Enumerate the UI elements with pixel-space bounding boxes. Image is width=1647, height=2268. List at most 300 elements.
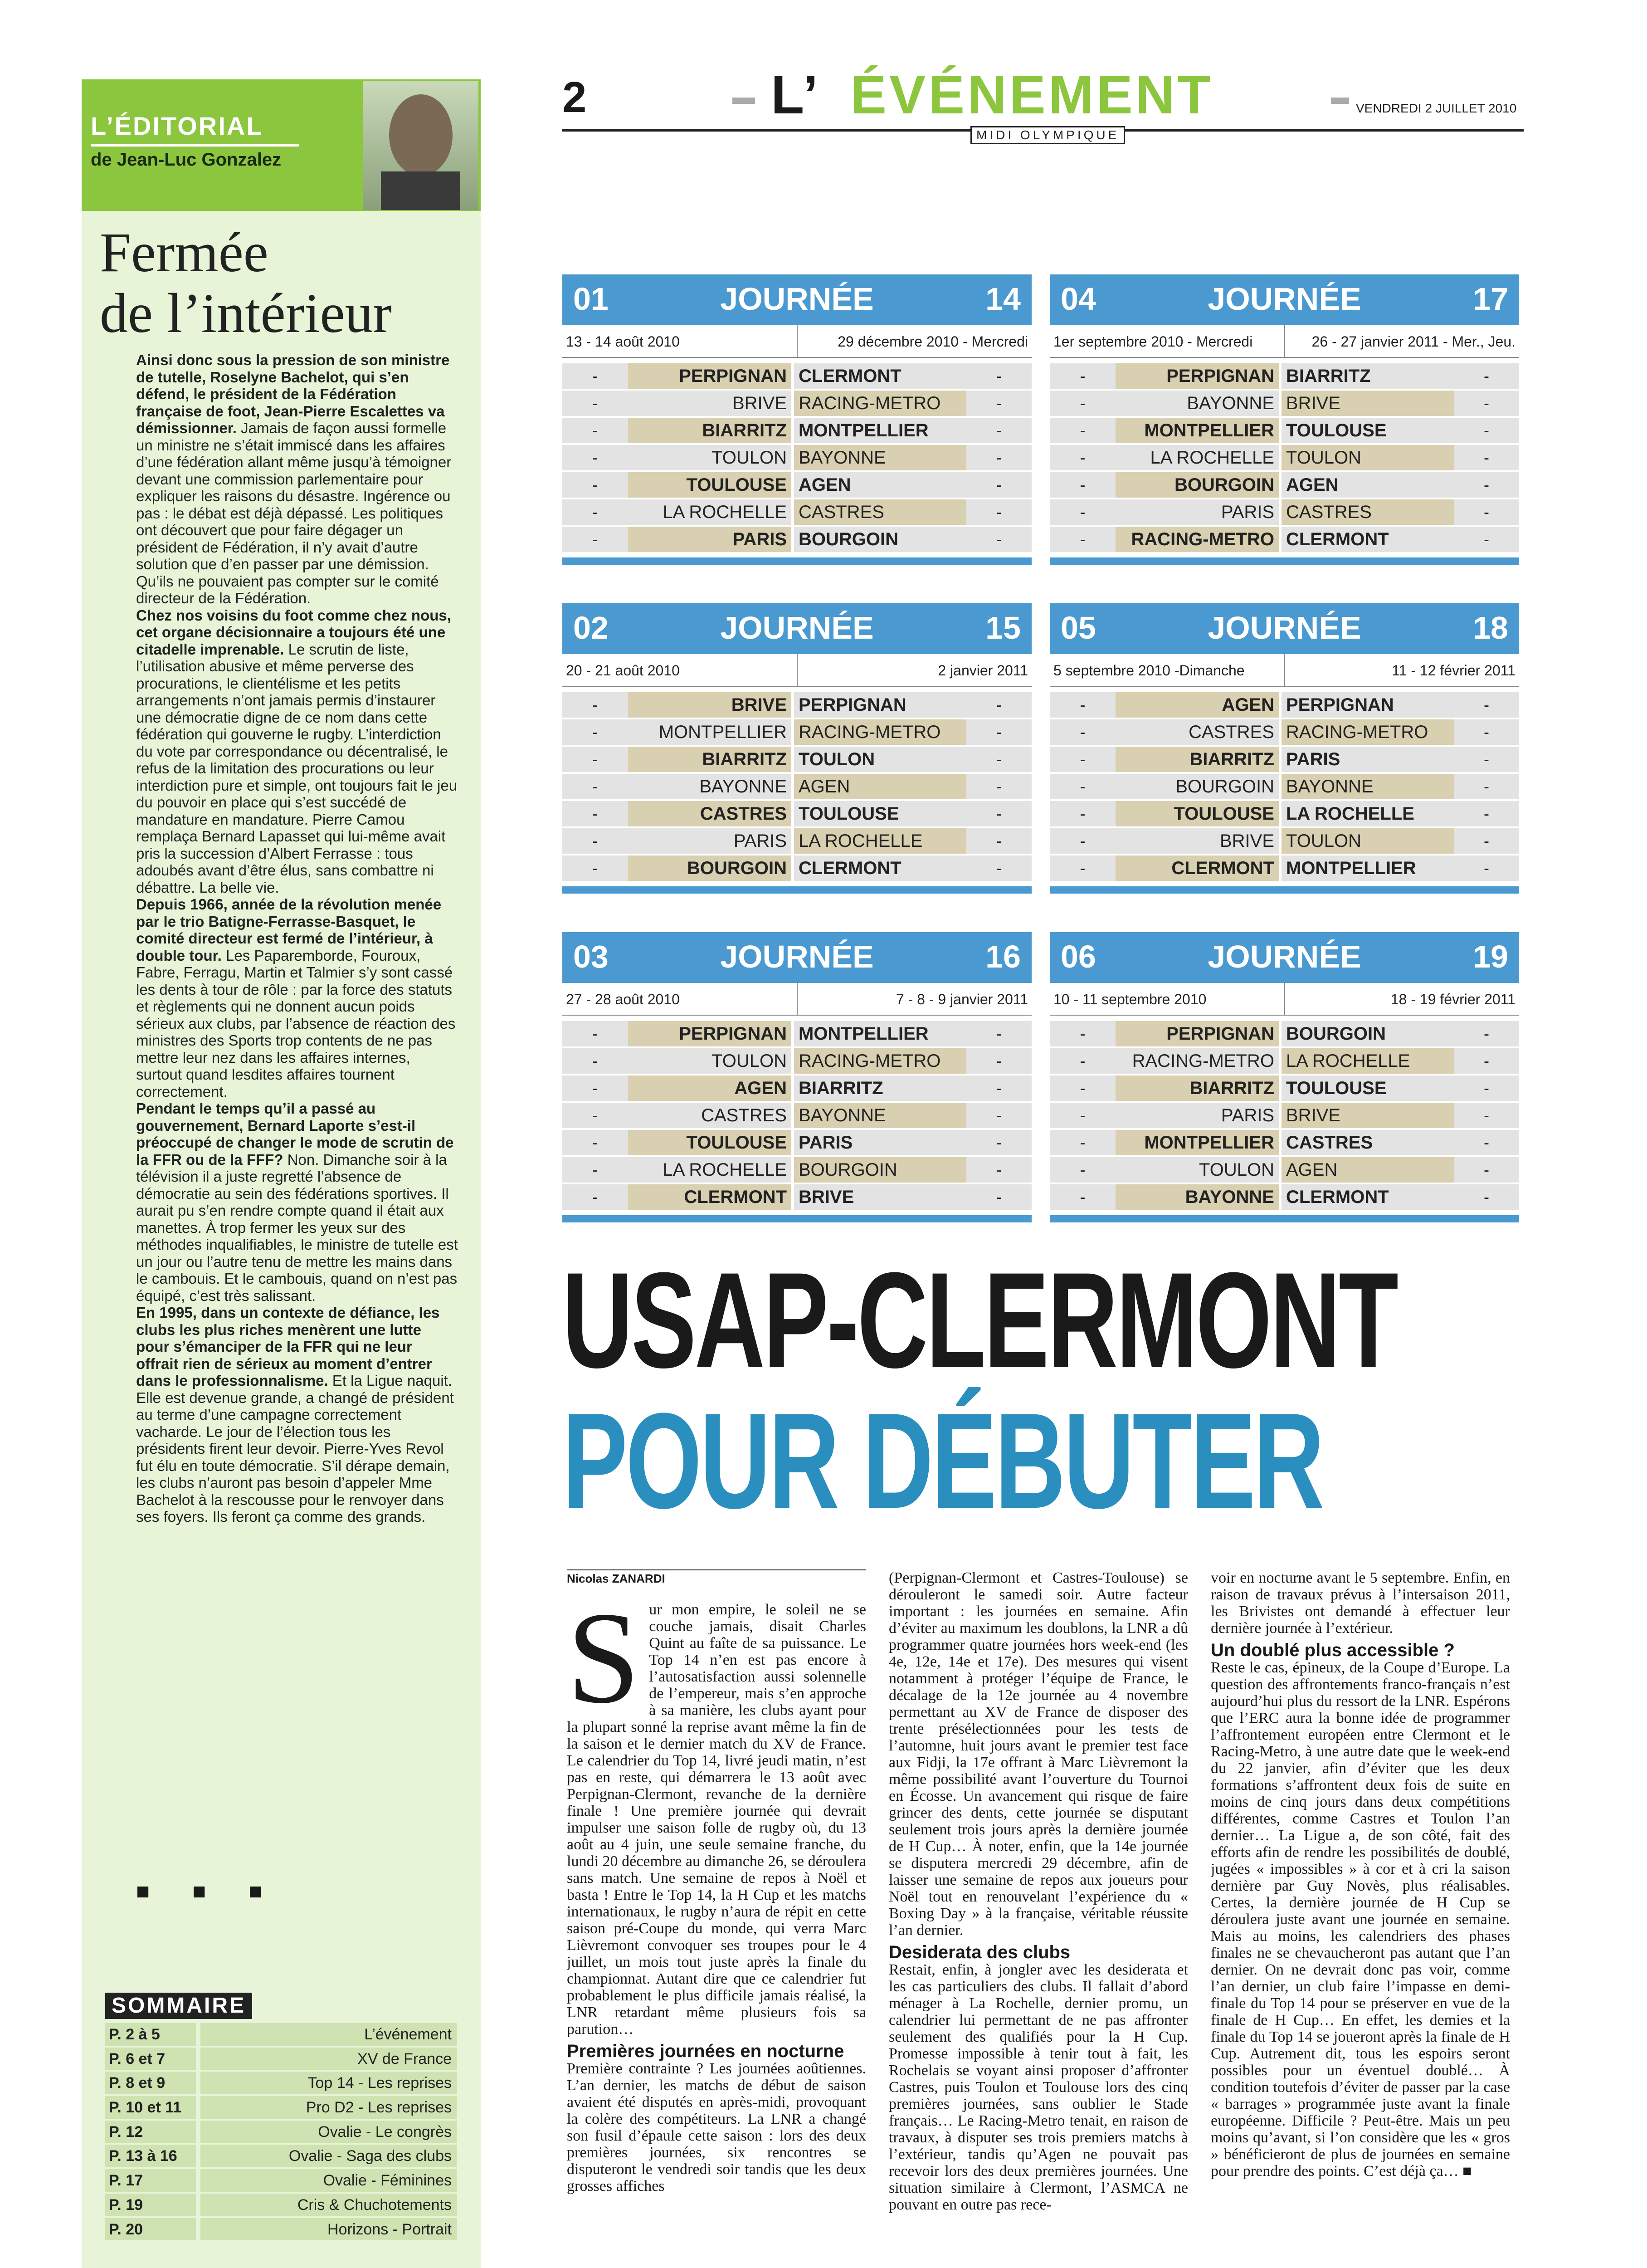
fixture-row <box>562 747 1032 774</box>
score-away: - <box>1454 719 1519 747</box>
home-team: TOULON <box>1116 1157 1279 1184</box>
editorial-rule <box>91 144 299 147</box>
score-away: - <box>966 1048 1032 1075</box>
fixture-row <box>1050 801 1519 828</box>
date-return-leg: 11 - 12 février 2011 <box>1284 654 1520 686</box>
score-away: - <box>1454 801 1519 828</box>
score-home: - <box>562 1021 628 1048</box>
score-home: - <box>1050 801 1116 828</box>
fixture-footer <box>1050 557 1519 565</box>
journee-label: JOURNÉE <box>720 610 874 645</box>
away-team: MONTPELLIER <box>794 418 966 445</box>
score-home: - <box>1050 692 1116 719</box>
editorial-paragraph <box>136 607 458 896</box>
sommaire-item <box>105 2218 457 2243</box>
author-portrait <box>363 81 478 210</box>
fixture-row <box>562 527 1032 554</box>
journee-label: JOURNÉE <box>1208 281 1361 317</box>
score-away: - <box>966 692 1032 719</box>
editorial-paragraph <box>136 1100 458 1304</box>
editorial-lead: Depuis 1966, année de la révolution menée par le trio Batigne-Ferrasse-Basquet, le comité directeur est fermé de l’intérieur, à double tour. <box>136 896 442 964</box>
publication-name: MIDI OLYMPIQUE <box>970 126 1125 144</box>
article-col2-text: (Perpignan-Clermont et Castres-Toulouse) se dérouleront le samedi soir. Autre facteur important : les journées en semaine. Afin d’éviter au maximum les doublons, la LNR a dû programmer quatre journées hors week-end (les 4e, 12e, 14e et 17e). Des mesures qui visent notamment à protéger l’équipe de France, le décalage de la 12e journée au 4 novembre permettant au XV de France de disposer des trente présélectionnées pour les tests de l’automne, huit jours avant le premier test face aux Fidji, la 17e offrant à Marc Lièvremont la même possibilité avant l’ouverture du Tournoi en Écosse. Un avancement qui risque de faire grincer des dents, cette journée se disputant seulement trois jours après la dernière journée de H Cup… À noter, enfin, que la 14e journée se disputera mercredi 29 décembre, afin de laisser une semaine de repos aux joueurs pour Noël tout en renouvelant l’expérience du « Boxing Day » à la française, véritable réussite l’an dernier. <box>889 1569 1188 1939</box>
editorial-label: L’ÉDITORIAL <box>91 112 263 140</box>
sommaire-label: Ovalie - Féminines <box>200 2169 457 2194</box>
date-return-leg: 18 - 19 février 2011 <box>1284 983 1520 1015</box>
fixture-dates <box>1050 325 1519 358</box>
away-team: BRIVE <box>1282 391 1454 418</box>
fixture-row <box>562 828 1032 855</box>
sommaire-label: Top 14 - Les reprises <box>200 2072 457 2096</box>
away-team: CLERMONT <box>1282 527 1454 554</box>
fixture-dates <box>1050 654 1519 687</box>
away-team: PERPIGNAN <box>794 692 966 719</box>
away-team: TOULOUSE <box>794 801 966 828</box>
home-team: CLERMONT <box>1116 855 1279 883</box>
away-team: BOURGOIN <box>794 1157 966 1184</box>
fixture-row <box>1050 1048 1519 1075</box>
fixture-row <box>1050 472 1519 499</box>
score-away: - <box>966 747 1032 774</box>
score-home: - <box>562 774 628 801</box>
fixture-row <box>562 1130 1032 1157</box>
journee-return-number: 17 <box>1473 281 1508 317</box>
home-team: BOURGOIN <box>1116 472 1279 499</box>
home-team: CASTRES <box>628 801 791 828</box>
score-away: - <box>966 472 1032 499</box>
score-away: - <box>966 1157 1032 1184</box>
home-team: BRIVE <box>628 692 791 719</box>
sommaire-item <box>105 2023 457 2048</box>
score-home: - <box>1050 747 1116 774</box>
sommaire-item <box>105 2145 457 2169</box>
score-home: - <box>562 499 628 527</box>
home-team: BAYONNE <box>1116 1184 1279 1212</box>
fixture-footer <box>1050 1215 1519 1222</box>
fixture-row <box>562 1075 1032 1103</box>
journee-label: JOURNÉE <box>1208 939 1361 974</box>
header-dash-left <box>732 98 755 104</box>
date-first-leg: 1er septembre 2010 - Mercredi <box>1053 333 1253 350</box>
score-away: - <box>1454 1157 1519 1184</box>
fixture-row <box>562 1184 1032 1212</box>
fixture-row <box>562 363 1032 391</box>
fixture-bar <box>1050 932 1519 983</box>
away-team: LA ROCHELLE <box>794 828 966 855</box>
score-home: - <box>562 418 628 445</box>
score-home: - <box>562 391 628 418</box>
home-team: CASTRES <box>628 1103 791 1130</box>
fixture-row <box>562 445 1032 472</box>
page-number: 2 <box>562 73 587 122</box>
away-team: CASTRES <box>794 499 966 527</box>
editorial-lead: Ainsi donc sous la pression de son ministre de tutelle, Roselyne Bachelot, qui s’en défend, le président de la Fédération française de foot, Jean-Pierre Escalettes va démissionner. <box>136 352 450 436</box>
journee-label: JOURNÉE <box>720 281 874 317</box>
score-home: - <box>562 1103 628 1130</box>
fixture-row <box>1050 363 1519 391</box>
editorial-author: de Jean-Luc Gonzalez <box>91 150 282 170</box>
fixture-row <box>1050 692 1519 719</box>
score-home: - <box>1050 1103 1116 1130</box>
home-team: BIARRITZ <box>1116 1075 1279 1103</box>
headline-line1: USAP-CLERMONT <box>562 1244 1397 1396</box>
sommaire-item <box>105 2121 457 2145</box>
home-team: TOULON <box>628 445 791 472</box>
header-dash-right <box>1331 98 1349 104</box>
editorial-title-line2: de l’intérieur <box>100 282 392 344</box>
date-return-leg: 7 - 8 - 9 janvier 2011 <box>797 983 1032 1015</box>
sommaire-list <box>105 2023 457 2242</box>
score-away: - <box>966 1130 1032 1157</box>
score-home: - <box>562 801 628 828</box>
sommaire-page: P. 13 à 16 <box>105 2145 196 2169</box>
fixture-row <box>562 1021 1032 1048</box>
home-team: BIARRITZ <box>628 747 791 774</box>
home-team: LA ROCHELLE <box>628 499 791 527</box>
journee-number: 01 <box>573 281 609 317</box>
score-away: - <box>1454 1130 1519 1157</box>
journee-number: 03 <box>573 939 609 974</box>
fixture-row <box>1050 391 1519 418</box>
score-away: - <box>1454 692 1519 719</box>
away-team: BAYONNE <box>1282 774 1454 801</box>
home-team: LA ROCHELLE <box>628 1157 791 1184</box>
journee-number: 02 <box>573 610 609 645</box>
article-col3b-text: Reste le cas, épineux, de la Coupe d’Europe. La question des affrontements franco-français n’est aujourd’hui plus du ressort de la LNR. Espérons que l’ERC aura la bonne idée de programmer l’affrontement européen entre Clermont et le Racing-Metro, à une autre date que le week-end du 22 janvier, afin d’éviter que les deux formations s’affrontent deux fois de suite en moins de cinq jours dans deux compétitions différentes, comme Castres et Toulon l’an dernier… La Ligue a, de son côté, fait des efforts afin de rendre les possibilités de doublé, jugées « impossibles » à cor et à cri la saison dernière par Guy Novès, plus réalisables. Certes, la dernière journée de H Cup se déroulera juste avant une journée en semaine. Mais au moins, les calendriers des phases finales ne se chevaucheront pas autant que l’an dernier. On ne devrait donc pas voir, comme l’an dernier, un club faire l’impasse en demi-finale du Top 14 pour se préserver en vue de la finale de H Cup… En effet, les demies et la finale du Top 14 se joueront après la finale de H Cup. Autrement dit, tous les espoirs seront possibles pour un éventuel doublé… À condition toutefois d’éviter de passer par la case « barrages » programmée juste avant la finale européenne. Difficile ? Peut-être. Mais un peu moins qu’avant, si l’on considère que les « gros » bénéficieront de plus de journées en semaine pour prendre des points. C’est déjà ça… ■ <box>1211 1659 1510 2180</box>
score-home: - <box>562 1130 628 1157</box>
score-home: - <box>1050 499 1116 527</box>
sommaire-item <box>105 2194 457 2218</box>
score-away: - <box>1454 391 1519 418</box>
away-team: BOURGOIN <box>794 527 966 554</box>
fixture-dates <box>1050 983 1519 1016</box>
score-home: - <box>1050 774 1116 801</box>
issue-date: VENDREDI 2 JUILLET 2010 <box>1356 101 1517 115</box>
sommaire-page: P. 6 et 7 <box>105 2048 196 2072</box>
fixture-footer <box>562 557 1032 565</box>
score-away: - <box>1454 774 1519 801</box>
sommaire-page: P. 20 <box>105 2218 196 2243</box>
score-away: - <box>1454 527 1519 554</box>
home-team: BAYONNE <box>1116 391 1279 418</box>
article-column-1 <box>567 1601 866 2268</box>
fixture-bar <box>1050 274 1519 325</box>
fixture-footer <box>562 886 1032 894</box>
score-home: - <box>562 855 628 883</box>
away-team: CLERMONT <box>1282 1184 1454 1212</box>
score-home: - <box>1050 472 1116 499</box>
home-team: MONTPELLIER <box>1116 1130 1279 1157</box>
score-home: - <box>1050 855 1116 883</box>
fixture-row <box>1050 499 1519 527</box>
fixture-row <box>1050 418 1519 445</box>
fixture-row <box>1050 828 1519 855</box>
away-team: AGEN <box>794 774 966 801</box>
score-home: - <box>562 828 628 855</box>
home-team: TOULOUSE <box>1116 801 1279 828</box>
score-away: - <box>1454 1075 1519 1103</box>
fixture-row <box>1050 1075 1519 1103</box>
journee-number: 05 <box>1061 610 1096 645</box>
score-home: - <box>562 692 628 719</box>
journee-number: 04 <box>1061 281 1096 317</box>
away-team: BRIVE <box>1282 1103 1454 1130</box>
away-team: CASTRES <box>1282 499 1454 527</box>
score-away: - <box>966 719 1032 747</box>
score-home: - <box>1050 1184 1116 1212</box>
journee-return-number: 16 <box>985 939 1021 974</box>
editorial-lead: Pendant le temps qu’il a passé au gouvernement, Bernard Laporte s’est-il préoccupé de changer le mode de scrutin de la FFR ou de la FFF? <box>136 1100 454 1168</box>
fixture-card <box>1050 274 1519 565</box>
date-first-leg: 10 - 11 septembre 2010 <box>1053 991 1207 1007</box>
home-team: PERPIGNAN <box>628 363 791 391</box>
journee-label: JOURNÉE <box>1208 610 1361 645</box>
sommaire-item <box>105 2048 457 2072</box>
sommaire-label: L’événement <box>200 2023 457 2048</box>
score-home: - <box>1050 1130 1116 1157</box>
score-away: - <box>1454 499 1519 527</box>
sommaire-page: P. 2 à 5 <box>105 2023 196 2048</box>
sommaire-title: SOMMAIRE <box>105 1993 252 2019</box>
sommaire-label: Pro D2 - Les reprises <box>200 2096 457 2121</box>
editorial-lead: Chez nos voisins du foot comme chez nous, cet organe décisionnaire a toujours été une citadelle imprenable. <box>136 606 451 658</box>
score-away: - <box>1454 747 1519 774</box>
editorial-text: Le scrutin de liste, l’utilisation abusive et même perverse des procurations, le clientélisme et les petits arrangements n’ont jamais permis d’instaurer une démocratie digne de ce nom dans cette fédération qui gouverne le rugby. L’interdiction du vote par correspondance ou décentralisé, le refus de la limitation des procurations ou leur interdiction pure et simple, ont toujours fait le jeu du pouvoir en place qui s’est succédé de mandature en mandature. Pierre Camou remplaça Bernard Lapasset qui lui-même avait pris la succession d’Albert Ferrasse : tous adoubés avant d’être élus, sans combattre ni débattre. La belle vie. <box>136 640 458 896</box>
away-team: TOULOUSE <box>1282 1075 1454 1103</box>
fixture-row <box>1050 855 1519 883</box>
journee-return-number: 14 <box>985 281 1021 317</box>
fixture-row <box>562 1048 1032 1075</box>
away-team: MONTPELLIER <box>1282 855 1454 883</box>
score-away: - <box>1454 1048 1519 1075</box>
home-team: LA ROCHELLE <box>1116 445 1279 472</box>
separator-dots: ■ ■ ■ <box>136 1878 281 1904</box>
drop-cap: S <box>567 1601 640 1730</box>
score-away: - <box>1454 1103 1519 1130</box>
away-team: AGEN <box>1282 472 1454 499</box>
article-column-2 <box>889 1569 1188 2268</box>
away-team: AGEN <box>794 472 966 499</box>
fixture-row <box>1050 719 1519 747</box>
fixture-row <box>562 1103 1032 1130</box>
fixture-card <box>562 274 1032 565</box>
journee-label: JOURNÉE <box>720 939 874 974</box>
sommaire-item <box>105 2072 457 2096</box>
home-team: TOULOUSE <box>628 1130 791 1157</box>
away-team: CLERMONT <box>794 363 966 391</box>
home-team: BOURGOIN <box>1116 774 1279 801</box>
editorial-lead: En 1995, dans un contexte de défiance, les clubs les plus riches menèrent une lutte pour s’émanciper de la FFR qui ne leur offrait rien de sérieux au moment d’entrer dans le professionnalisme. <box>136 1304 440 1389</box>
fixture-bar <box>562 603 1032 654</box>
away-team: BIARRITZ <box>1282 363 1454 391</box>
fixture-row <box>1050 445 1519 472</box>
sommaire-item <box>105 2096 457 2121</box>
fixture-footer <box>1050 886 1519 894</box>
home-team: CLERMONT <box>628 1184 791 1212</box>
score-away: - <box>966 499 1032 527</box>
score-home: - <box>562 445 628 472</box>
date-return-leg: 26 - 27 janvier 2011 - Mer., Jeu. <box>1284 325 1520 357</box>
section-l: L’ <box>771 64 820 125</box>
score-away: - <box>1454 855 1519 883</box>
away-team: RACING-METRO <box>794 719 966 747</box>
home-team: PERPIGNAN <box>628 1021 791 1048</box>
editorial-paragraph <box>136 1304 458 1525</box>
home-team: PERPIGNAN <box>1116 363 1279 391</box>
editorial-paragraph <box>136 352 458 607</box>
home-team: CASTRES <box>1116 719 1279 747</box>
score-home: - <box>1050 1021 1116 1048</box>
score-away: - <box>966 391 1032 418</box>
score-away: - <box>1454 363 1519 391</box>
byline-rule <box>567 1569 866 1570</box>
fixture-row <box>562 391 1032 418</box>
home-team: BRIVE <box>1116 828 1279 855</box>
article-col3-text: voir en nocturne avant le 5 septembre. Enfin, en raison de travaux prévus à l’intersaison 2011, les Brivistes ont demandé à effectuer leur dernière journée à l’extérieur. <box>1211 1569 1510 1637</box>
score-away: - <box>1454 445 1519 472</box>
fixture-row <box>562 801 1032 828</box>
home-team: BIARRITZ <box>628 418 791 445</box>
away-team: CLERMONT <box>794 855 966 883</box>
byline: Nicolas ZANARDI <box>567 1572 665 1585</box>
score-away: - <box>966 1184 1032 1212</box>
score-away: - <box>1454 472 1519 499</box>
away-team: PARIS <box>794 1130 966 1157</box>
editorial-title-line1: Fermée <box>100 221 268 284</box>
sommaire-page: P. 8 et 9 <box>105 2072 196 2096</box>
fixture-row <box>562 418 1032 445</box>
score-home: - <box>1050 1157 1116 1184</box>
score-away: - <box>966 801 1032 828</box>
away-team: PERPIGNAN <box>1282 692 1454 719</box>
home-team: BOURGOIN <box>628 855 791 883</box>
score-home: - <box>562 1048 628 1075</box>
score-home: - <box>1050 527 1116 554</box>
home-team: AGEN <box>628 1075 791 1103</box>
section-title: ÉVÉNEMENT <box>850 64 1213 125</box>
score-home: - <box>562 363 628 391</box>
away-team: TOULON <box>1282 828 1454 855</box>
editorial-title <box>100 222 392 344</box>
sommaire-page: P. 19 <box>105 2194 196 2218</box>
home-team: TOULON <box>628 1048 791 1075</box>
home-team: PERPIGNAN <box>1116 1021 1279 1048</box>
sommaire-item <box>105 2169 457 2194</box>
fixture-row <box>1050 1103 1519 1130</box>
away-team: BAYONNE <box>794 1103 966 1130</box>
article-col1b-text: Première contrainte ? Les journées aoûtiennes. L’an dernier, les matchs de début de saison avaient été disputés en après-midi, provoquant la colère des compétiteurs. La LNR a changé son fusil d’épaule cette saison : lors des deux premières journées, six rencontres se disputeront le vendredi soir tandis que les deux grosses affiches <box>567 2060 866 2195</box>
fixture-dates <box>562 654 1032 687</box>
away-team: RACING-METRO <box>794 1048 966 1075</box>
home-team: BAYONNE <box>628 774 791 801</box>
score-away: - <box>966 774 1032 801</box>
away-team: RACING-METRO <box>794 391 966 418</box>
home-team: MONTPELLIER <box>1116 418 1279 445</box>
home-team: PARIS <box>1116 499 1279 527</box>
score-away: - <box>966 363 1032 391</box>
sommaire-label: Ovalie - Saga des clubs <box>200 2145 457 2169</box>
editorial-text: Et la Ligue naquit. Elle est devenue grande, a changé de président au terme d’une campagne correctement vacharde. Le jour de l’élection tous les présidents firent leur devoir. Pierre-Yves Revol fut élu en toute démocratie. S’il dérape demain, les clubs n’auront pas besoin d’appeler Mme Bachelot à la rescousse pour le renvoyer dans ses foyers. Ils feront ça comme des grands. <box>136 1372 454 1525</box>
home-team: BRIVE <box>628 391 791 418</box>
subhead-3: Un doublé plus accessible ? <box>1211 1640 1455 1660</box>
subhead-1: Premières journées en nocturne <box>567 2041 844 2061</box>
home-team: PARIS <box>628 527 791 554</box>
score-home: - <box>562 1157 628 1184</box>
fixture-row <box>1050 774 1519 801</box>
headline-line2: POUR DÉBUTER <box>562 1384 1323 1537</box>
away-team: CASTRES <box>1282 1130 1454 1157</box>
date-first-leg: 20 - 21 août 2010 <box>566 662 680 679</box>
date-return-leg: 29 décembre 2010 - Mercredi <box>797 325 1032 357</box>
fixture-dates <box>562 983 1032 1016</box>
editorial-paragraph <box>136 896 458 1100</box>
fixture-row <box>562 774 1032 801</box>
fixture-bar <box>562 274 1032 325</box>
score-home: - <box>562 1075 628 1103</box>
score-home: - <box>562 719 628 747</box>
journee-return-number: 18 <box>1473 610 1508 645</box>
home-team: PARIS <box>1116 1103 1279 1130</box>
score-home: - <box>1050 418 1116 445</box>
home-team: BIARRITZ <box>1116 747 1279 774</box>
away-team: PARIS <box>1282 747 1454 774</box>
fixture-row <box>1050 1184 1519 1212</box>
score-away: - <box>1454 1021 1519 1048</box>
fixture-card <box>562 932 1032 1222</box>
score-home: - <box>1050 828 1116 855</box>
fixture-row <box>1050 747 1519 774</box>
sommaire-label: Cris & Chuchotements <box>200 2194 457 2218</box>
fixture-row <box>1050 1021 1519 1048</box>
editorial-text: Les Paparemborde, Fouroux, Fabre, Ferragu, Martin et Talmier s’y sont cassé les dents à tour de rôle : par la force des statuts et règlements qui ne donnent aucun poids sérieux aux clubs, par l’absence de réaction des ministres des Sports trop contents de ne pas mettre leur nez dans les affaires internes, surtout quand lesdites affaires tournent correctement. <box>136 947 456 1100</box>
fixture-row <box>562 1157 1032 1184</box>
home-team: AGEN <box>1116 692 1279 719</box>
article-col1-text: ur mon empire, le soleil ne se couche jamais, disait Charles Quint au faîte de sa puissance. Le Top 14 n’en est pas encore à l’autosatisfaction aussi solennelle de l’empereur, mais s’en approche à sa manière, les clubs ayant pour la plupart sonné la reprise avant même la fin de la saison et le dernier match du XV de France. Le calendrier du Top 14, livré jeudi matin, n’est pas en reste, qui démarrera le 13 août avec Perpignan-Clermont, revanche de la dernière finale ! Une première journée qui devrait impulser une saison folle de rugby où, du 13 août au 4 juin, une seule semaine franche, du lundi 20 décembre au dimanche 26, se déroulera sans match. Une semaine de repos à Noël et basta ! Entre le Top 14, la H Cup et les matchs internationaux, le rugby n’aura de répit en cette saison pré-Coupe du monde, qui verra Marc Lièvremont convoquer ses troupes pour le 4 juillet, un mois tout juste après la finale du championnat. Autant dire que ce calendrier fut probablement le plus difficile jamais réalisé, la LNR retardant même plusieurs fois sa parution… <box>567 1601 866 2038</box>
score-home: - <box>1050 719 1116 747</box>
fixture-row <box>1050 1130 1519 1157</box>
score-away: - <box>1454 1184 1519 1212</box>
away-team: RACING-METRO <box>1282 719 1454 747</box>
fixture-card <box>562 603 1032 894</box>
away-team: LA ROCHELLE <box>1282 1048 1454 1075</box>
score-away: - <box>966 527 1032 554</box>
editorial-text: Jamais de façon aussi formelle un ministre ne s’était immiscé dans les affaires d’une fédération allant même jusqu’à témoigner devant une commission parlementaire pour expliquer les raisons du désastre. Ingérence ou pas : le débat est déjà dépassé. Les politiques ont découvert que pour faire dégager un président de Fédération, il n’y avait d’autre solution que d’en passer par une démission. Qu’ils ne pouvaient pas compter sur le comité directeur de la Fédération. <box>136 420 452 606</box>
score-home: - <box>562 527 628 554</box>
away-team: AGEN <box>1282 1157 1454 1184</box>
home-team: RACING-METRO <box>1116 1048 1279 1075</box>
date-first-leg: 27 - 28 août 2010 <box>566 991 680 1007</box>
score-home: - <box>1050 363 1116 391</box>
score-home: - <box>562 472 628 499</box>
fixture-bar <box>1050 603 1519 654</box>
fixture-row <box>562 472 1032 499</box>
score-away: - <box>966 445 1032 472</box>
away-team: BRIVE <box>794 1184 966 1212</box>
journee-return-number: 15 <box>985 610 1021 645</box>
sommaire-page: P. 17 <box>105 2169 196 2194</box>
fixture-dates <box>562 325 1032 358</box>
score-away: - <box>1454 418 1519 445</box>
article-column-3 <box>1211 1569 1510 2268</box>
fixture-footer <box>562 1215 1032 1222</box>
journee-number: 06 <box>1061 939 1096 974</box>
editorial-text: Non. Dimanche soir à la télévision il a juste regretté l’absence de démocratie au sein des fédérations sportives. Il aurait pu s’en rendre compte quand il était aux manettes. À trop fermer les yeux sur des méthodes inqualifiables, le ministre de tutelle est un jour ou l’autre tenu de mettre les mains dans le cambouis. Et le cambouis, quand on n’est pas équipé, c’est très salissant. <box>136 1151 458 1304</box>
score-away: - <box>966 1021 1032 1048</box>
sommaire-page: P. 12 <box>105 2121 196 2145</box>
fixture-row <box>1050 527 1519 554</box>
away-team: BOURGOIN <box>1282 1021 1454 1048</box>
home-team: TOULOUSE <box>628 472 791 499</box>
